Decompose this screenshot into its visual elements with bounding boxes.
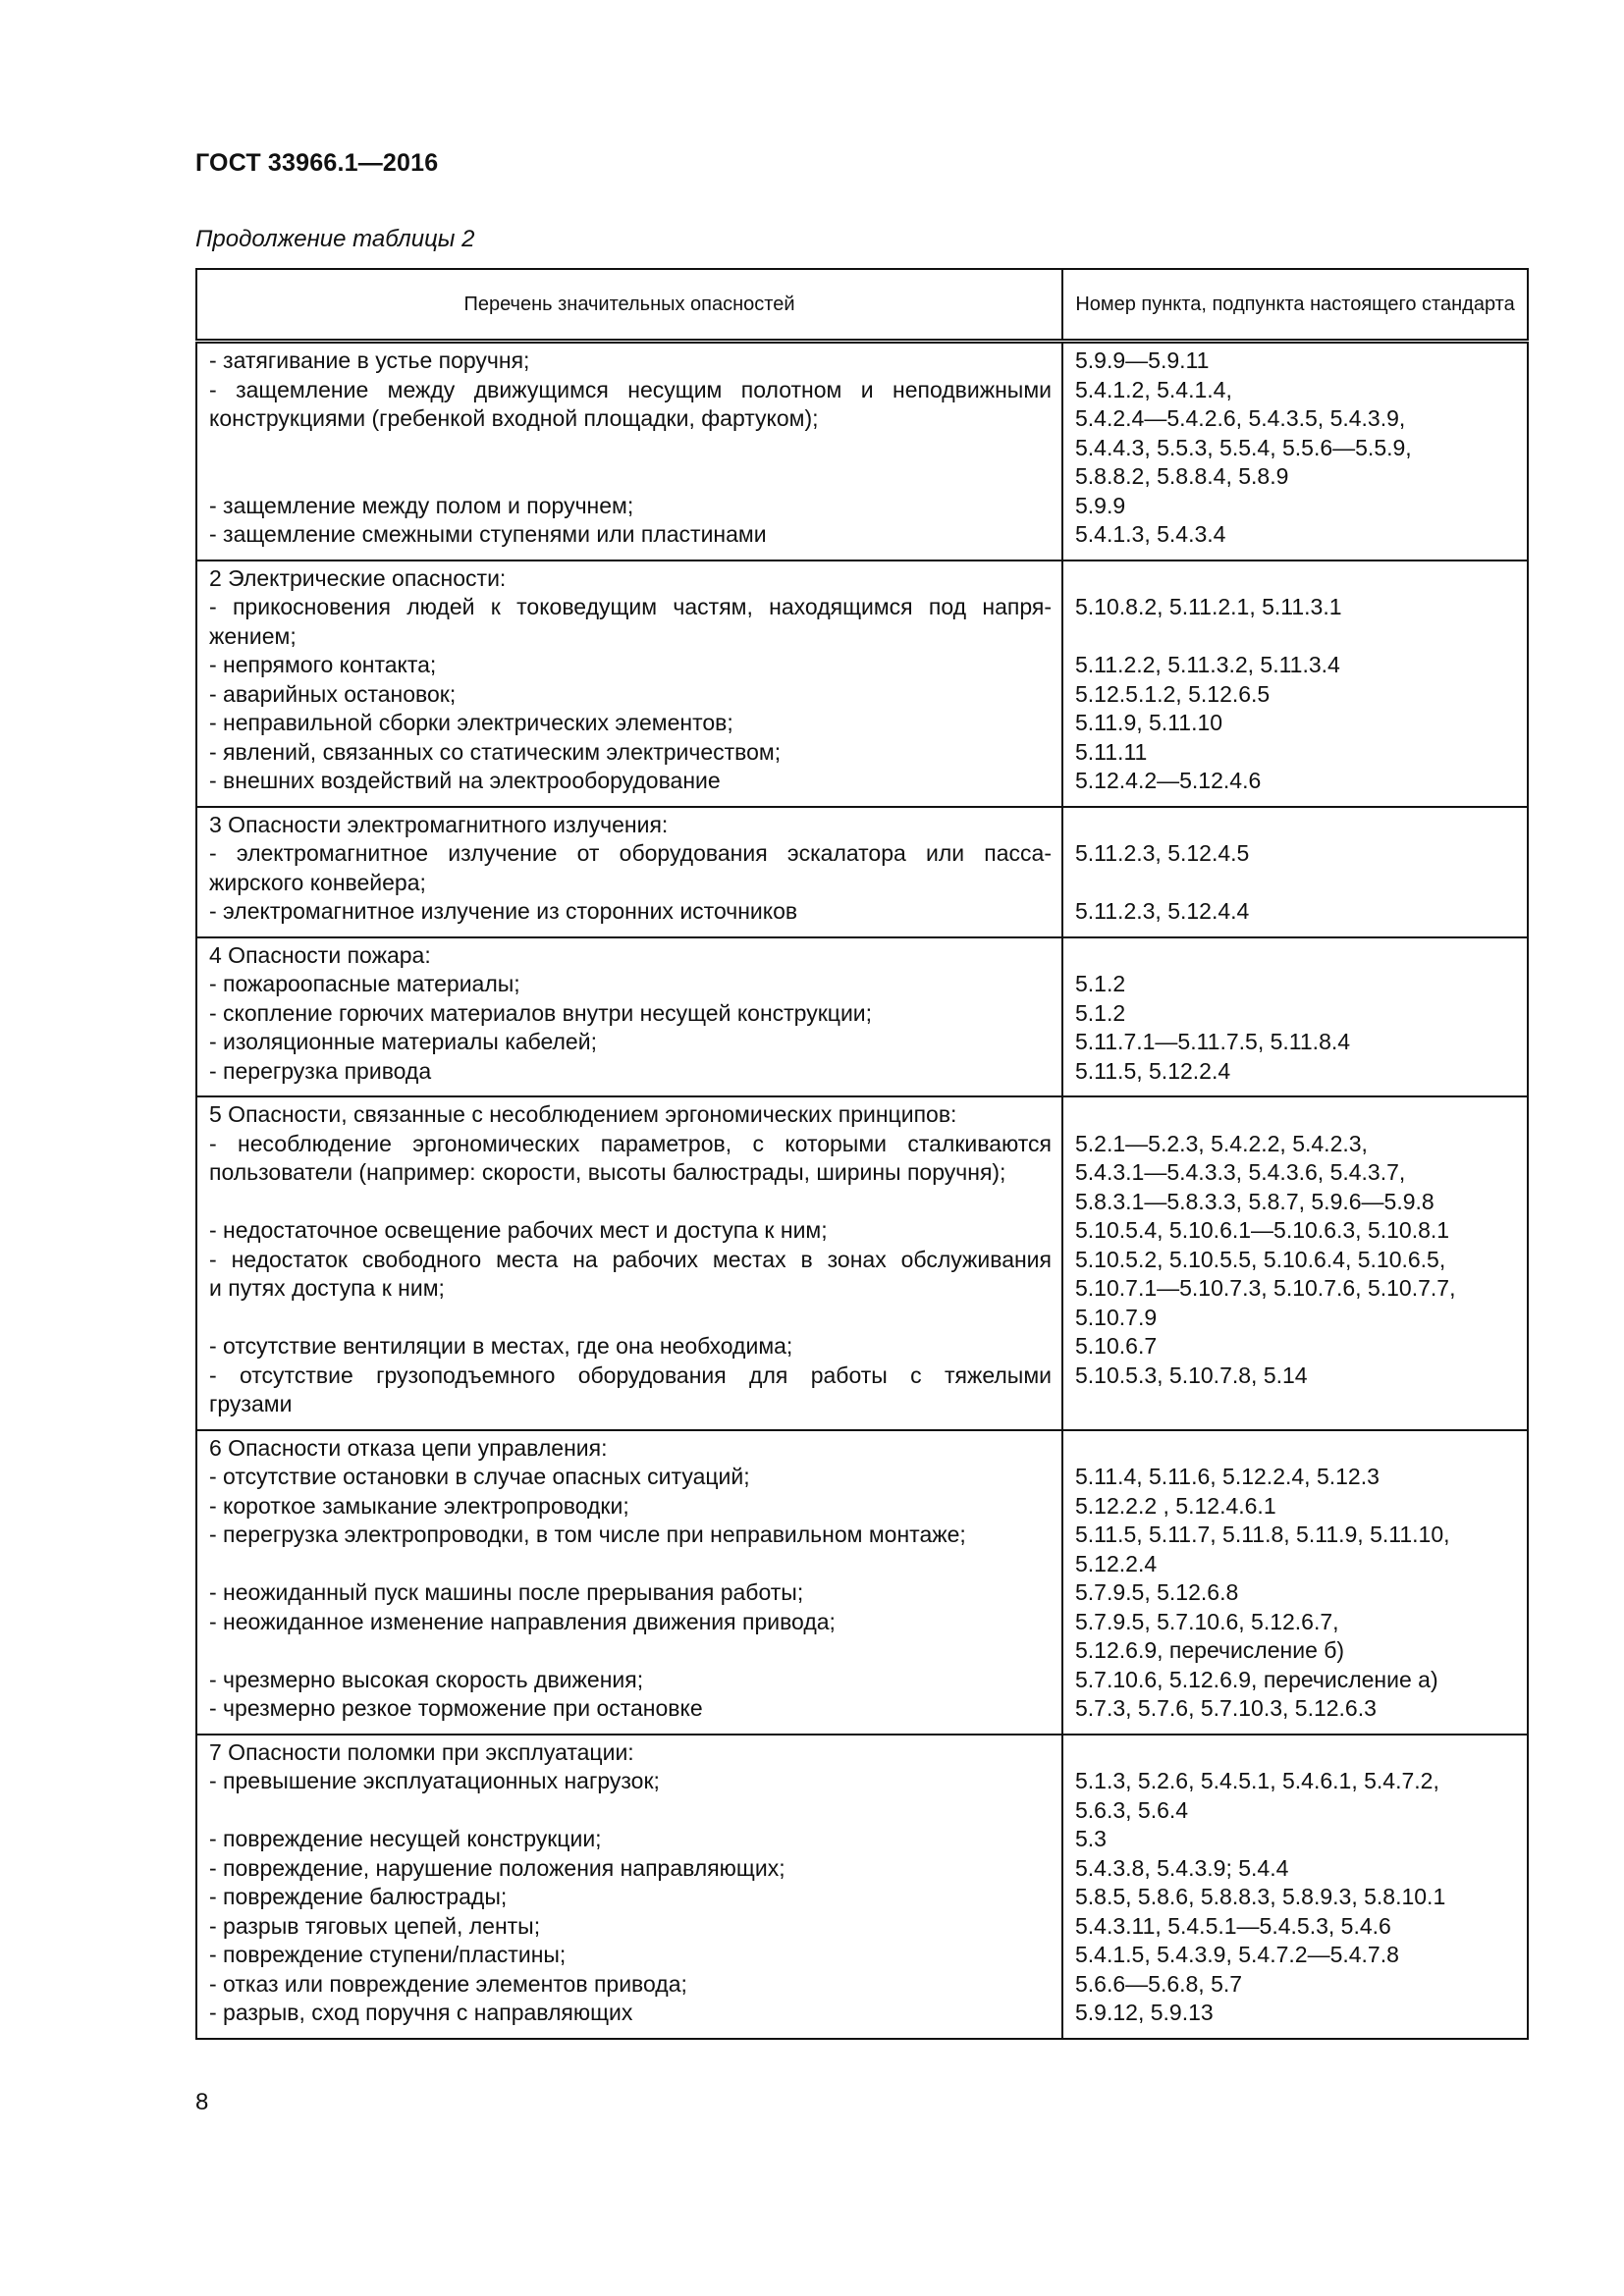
clause-ref-cell bbox=[1062, 1735, 1528, 2039]
hazard-cell bbox=[196, 937, 1062, 1097]
hazard-line: - перегрузка привода bbox=[209, 1057, 432, 1084]
table-row bbox=[196, 1096, 1528, 1430]
hazard-cell bbox=[196, 807, 1062, 937]
hazard-line bbox=[209, 434, 1052, 463]
clause-ref-line: 5.9.9 bbox=[1075, 492, 1126, 518]
hazard-line: - неожиданный пуск машины после прерывания работы; bbox=[209, 1579, 804, 1605]
hazard-cell bbox=[196, 561, 1062, 807]
hazard-line: - защемление между движущимся несущим полотном и неподвижными bbox=[209, 376, 1052, 402]
table-row bbox=[196, 561, 1528, 807]
clause-ref-line bbox=[1075, 622, 1517, 652]
hazard-line: - повреждение балюстрады; bbox=[209, 1884, 508, 1909]
clause-ref-line: 5.7.9.5, 5.12.6.8 bbox=[1075, 1579, 1239, 1605]
hazard-line: конструкциями (гребенкой входной площадки, фартуком); bbox=[209, 405, 819, 431]
hazard-line: - аварийных остановок; bbox=[209, 680, 457, 707]
clause-ref-line: 5.6.6—5.6.8, 5.7 bbox=[1075, 1970, 1243, 1997]
clause-ref-line: 5.9.9—5.9.11 bbox=[1075, 347, 1210, 373]
clause-ref-line: 5.12.4.2—5.12.4.6 bbox=[1075, 768, 1262, 793]
hazard-line: - прикосновения людей к токоведущим частям, находящимся под напря- bbox=[209, 594, 1052, 619]
clause-ref-line: 5.10.7.9 bbox=[1075, 1304, 1158, 1330]
clause-ref-line: 5.12.5.1.2, 5.12.6.5 bbox=[1075, 680, 1271, 707]
hazard-line: 2 Электрические опасности: bbox=[209, 564, 507, 591]
clause-ref-line: 5.4.2.4—5.4.2.6, 5.4.3.5, 5.4.3.9, bbox=[1075, 405, 1406, 431]
clause-ref-line: 5.8.5, 5.8.6, 5.8.8.3, 5.8.9.3, 5.8.10.1 bbox=[1075, 1884, 1446, 1909]
table-header-row bbox=[196, 269, 1528, 342]
clause-ref-line: 5.4.4.3, 5.5.3, 5.5.4, 5.5.6—5.5.9, bbox=[1075, 434, 1412, 460]
hazard-line bbox=[209, 1636, 1052, 1666]
hazard-line: - неправильной сборки электрических элементов; bbox=[209, 710, 733, 735]
hazard-line: - явлений, связанных со статическим электричеством; bbox=[209, 738, 782, 765]
hazard-line: - недостаток свободного места на рабочих местах в зонах обслуживания bbox=[209, 1246, 1052, 1272]
clause-ref-line: 5.11.2.3, 5.12.4.5 bbox=[1075, 840, 1250, 866]
hazard-line: - отсутствие грузоподъемного оборудования для работы с тяжелыми bbox=[209, 1362, 1052, 1388]
clause-ref-line: 5.4.1.3, 5.4.3.4 bbox=[1075, 521, 1226, 547]
clause-ref-line: 5.1.2 bbox=[1075, 999, 1126, 1026]
clause-ref-line: 5.7.3, 5.7.6, 5.7.10.3, 5.12.6.3 bbox=[1075, 1695, 1377, 1721]
hazard-line: 4 Опасности пожара: bbox=[209, 941, 431, 968]
clause-ref-line bbox=[1075, 869, 1517, 898]
clause-ref-line: 5.10.6.7 bbox=[1075, 1333, 1158, 1359]
clause-ref-line: 5.11.4, 5.11.6, 5.12.2.4, 5.12.3 bbox=[1075, 1464, 1380, 1489]
table-body bbox=[196, 342, 1528, 2039]
hazard-line: - разрыв тяговых цепей, ленты; bbox=[209, 1912, 541, 1939]
clause-ref-line: 5.4.3.1—5.4.3.3, 5.4.3.6, 5.4.3.7, bbox=[1075, 1159, 1406, 1185]
clause-ref-line: 5.11.11 bbox=[1075, 738, 1148, 765]
clause-ref-line: 5.12.2.4 bbox=[1075, 1550, 1158, 1576]
clause-ref-line: 5.7.9.5, 5.7.10.6, 5.12.6.7, bbox=[1075, 1608, 1339, 1634]
document-header: ГОСТ 33966.1—2016 bbox=[195, 149, 439, 177]
clause-ref-line: 5.6.3, 5.6.4 bbox=[1075, 1796, 1189, 1823]
hazard-line: 7 Опасности поломки при эксплуатации: bbox=[209, 1738, 634, 1765]
clause-ref-cell bbox=[1062, 807, 1528, 937]
clause-ref-line: 5.4.1.2, 5.4.1.4, bbox=[1075, 376, 1232, 402]
hazard-line: и путях доступа к ним; bbox=[209, 1275, 445, 1301]
hazard-line: - защемление между полом и поручнем; bbox=[209, 492, 634, 518]
hazard-line: - скопление горючих материалов внутри несущей конструкции; bbox=[209, 999, 873, 1026]
hazard-line: грузами bbox=[209, 1391, 293, 1416]
hazard-line: - внешних воздействий на электрооборудование bbox=[209, 768, 721, 793]
hazard-cell bbox=[196, 1096, 1062, 1430]
hazard-line bbox=[209, 1188, 1052, 1217]
hazard-line: - несоблюдение эргономических параметров, с которыми сталкиваются bbox=[209, 1130, 1052, 1156]
hazard-line: - превышение эксплуатационных нагрузок; bbox=[209, 1768, 660, 1793]
hazard-line: 6 Опасности отказа цепи управления: bbox=[209, 1434, 608, 1461]
hazard-line: 5 Опасности, связанные с несоблюдением эргономических принципов: bbox=[209, 1101, 957, 1127]
clause-ref-line: 5.4.3.11, 5.4.5.1—5.4.5.3, 5.4.6 bbox=[1075, 1912, 1391, 1939]
column-header-hazards: Перечень значительных опасностей bbox=[196, 269, 1062, 342]
clause-ref-line: 5.11.9, 5.11.10 bbox=[1075, 710, 1223, 735]
hazard-line bbox=[209, 462, 1052, 492]
clause-ref-line: 5.4.1.5, 5.4.3.9, 5.4.7.2—5.4.7.8 bbox=[1075, 1942, 1399, 1967]
clause-ref-line: 5.1.2 bbox=[1075, 971, 1126, 996]
clause-ref-line: 5.10.7.1—5.10.7.3, 5.10.7.6, 5.10.7.7, bbox=[1075, 1275, 1456, 1301]
hazard-line: - непрямого контакта; bbox=[209, 652, 437, 677]
hazard-line: - электромагнитное излучение из сторонних источников bbox=[209, 898, 798, 924]
clause-ref-line: 5.11.7.1—5.11.7.5, 5.11.8.4 bbox=[1075, 1029, 1351, 1054]
hazard-line: - изоляционные материалы кабелей; bbox=[209, 1029, 597, 1054]
clause-ref-line: 5.7.10.6, 5.12.6.9, перечисление а) bbox=[1075, 1666, 1438, 1692]
clause-ref-line: 5.8.3.1—5.8.3.3, 5.8.7, 5.9.6—5.9.8 bbox=[1075, 1188, 1435, 1214]
hazard-line: - короткое замыкание электропроводки; bbox=[209, 1492, 629, 1519]
hazard-line: - недостаточное освещение рабочих мест и доступа к ним; bbox=[209, 1217, 828, 1243]
clause-ref-line: 5.11.2.2, 5.11.3.2, 5.11.3.4 bbox=[1075, 652, 1340, 677]
hazard-line: - отсутствие остановки в случае опасных ситуаций; bbox=[209, 1464, 750, 1489]
clause-ref-line bbox=[1075, 1434, 1517, 1464]
hazard-line bbox=[209, 1550, 1052, 1579]
hazard-line: - повреждение ступени/пластины; bbox=[209, 1942, 567, 1967]
table-row bbox=[196, 1430, 1528, 1735]
clause-ref-line: 5.12.2.2 , 5.12.4.6.1 bbox=[1075, 1492, 1276, 1519]
hazard-line bbox=[209, 1304, 1052, 1333]
clause-ref-line: 5.10.5.3, 5.10.7.8, 5.14 bbox=[1075, 1362, 1308, 1388]
hazard-cell bbox=[196, 1735, 1062, 2039]
clause-ref-line: 5.8.8.2, 5.8.8.4, 5.8.9 bbox=[1075, 463, 1289, 489]
hazard-line: - защемление смежными ступенями или пластинами bbox=[209, 521, 767, 547]
clause-ref-line: 5.9.12, 5.9.13 bbox=[1075, 2000, 1214, 2025]
clause-ref-cell bbox=[1062, 937, 1528, 1097]
hazard-line: - повреждение, нарушение положения направляющих; bbox=[209, 1854, 785, 1881]
hazard-line: - отсутствие вентиляции в местах, где она необходима; bbox=[209, 1333, 793, 1359]
hazard-line: - электромагнитное излучение от оборудования эскалатора или пасса- bbox=[209, 840, 1052, 866]
clause-ref-line: 5.10.8.2, 5.11.2.1, 5.11.3.1 bbox=[1075, 594, 1342, 619]
clause-ref-line bbox=[1075, 564, 1517, 594]
table-row bbox=[196, 937, 1528, 1097]
clause-ref-cell bbox=[1062, 1430, 1528, 1735]
page-number: 8 bbox=[195, 2089, 209, 2115]
hazard-line: - затягивание в устье поручня; bbox=[209, 347, 530, 373]
clause-ref-line bbox=[1075, 1390, 1517, 1419]
hazards-table bbox=[195, 268, 1529, 2040]
clause-ref-cell bbox=[1062, 1096, 1528, 1430]
hazard-line: - чрезмерно высокая скорость движения; bbox=[209, 1666, 644, 1692]
clause-ref-line: 5.12.6.9, перечисление б) bbox=[1075, 1637, 1345, 1663]
hazard-line: жением; bbox=[209, 622, 297, 649]
clause-ref-line bbox=[1075, 1100, 1517, 1130]
table-row bbox=[196, 342, 1528, 561]
hazard-line bbox=[209, 1796, 1052, 1826]
clause-ref-line: 5.3 bbox=[1075, 1826, 1107, 1851]
hazard-line: - чрезмерно резкое торможение при остановке bbox=[209, 1695, 703, 1721]
table-row bbox=[196, 807, 1528, 937]
clause-ref-line: 5.11.5, 5.11.7, 5.11.8, 5.11.9, 5.11.10, bbox=[1075, 1522, 1450, 1547]
hazard-line: жирского конвейера; bbox=[209, 869, 426, 895]
table-caption: Продолжение таблицы 2 bbox=[195, 226, 475, 252]
table-row bbox=[196, 1735, 1528, 2039]
clause-ref-line bbox=[1075, 811, 1517, 840]
clause-ref-cell bbox=[1062, 561, 1528, 807]
clause-ref-line: 5.10.5.4, 5.10.6.1—5.10.6.3, 5.10.8.1 bbox=[1075, 1217, 1450, 1243]
hazard-line: пользователи (например: скорости, высоты балюстрады, ширины поручня); bbox=[209, 1159, 1006, 1185]
clause-ref-line: 5.11.5, 5.12.2.4 bbox=[1075, 1057, 1231, 1084]
clause-ref-line: 5.2.1—5.2.3, 5.4.2.2, 5.4.2.3, bbox=[1075, 1130, 1368, 1156]
clause-ref-line: 5.4.3.8, 5.4.3.9; 5.4.4 bbox=[1075, 1854, 1289, 1881]
clause-ref-line: 5.10.5.2, 5.10.5.5, 5.10.6.4, 5.10.6.5, bbox=[1075, 1246, 1446, 1272]
hazard-line: - отказ или повреждение элементов привода; bbox=[209, 1970, 687, 1997]
clause-ref-line bbox=[1075, 1738, 1517, 1768]
hazard-cell bbox=[196, 1430, 1062, 1735]
hazard-line: - неожиданное изменение направления движения привода; bbox=[209, 1608, 836, 1634]
column-header-clauses: Номер пункта, подпункта настоящего стандарта bbox=[1062, 269, 1528, 342]
clause-ref-line: 5.11.2.3, 5.12.4.4 bbox=[1075, 898, 1250, 924]
hazard-line: - разрыв, сход поручня с направляющих bbox=[209, 2000, 633, 2025]
hazard-cell bbox=[196, 342, 1062, 561]
hazard-line: - повреждение несущей конструкции; bbox=[209, 1826, 602, 1851]
clause-ref-line: 5.1.3, 5.2.6, 5.4.5.1, 5.4.6.1, 5.4.7.2, bbox=[1075, 1768, 1439, 1793]
hazard-line: 3 Опасности электромагнитного излучения: bbox=[209, 811, 669, 837]
clause-ref-line bbox=[1075, 941, 1517, 971]
clause-ref-cell bbox=[1062, 342, 1528, 561]
hazard-line: - перегрузка электропроводки, в том числе при неправильном монтаже; bbox=[209, 1522, 966, 1547]
hazard-line: - пожароопасные материалы; bbox=[209, 971, 520, 996]
